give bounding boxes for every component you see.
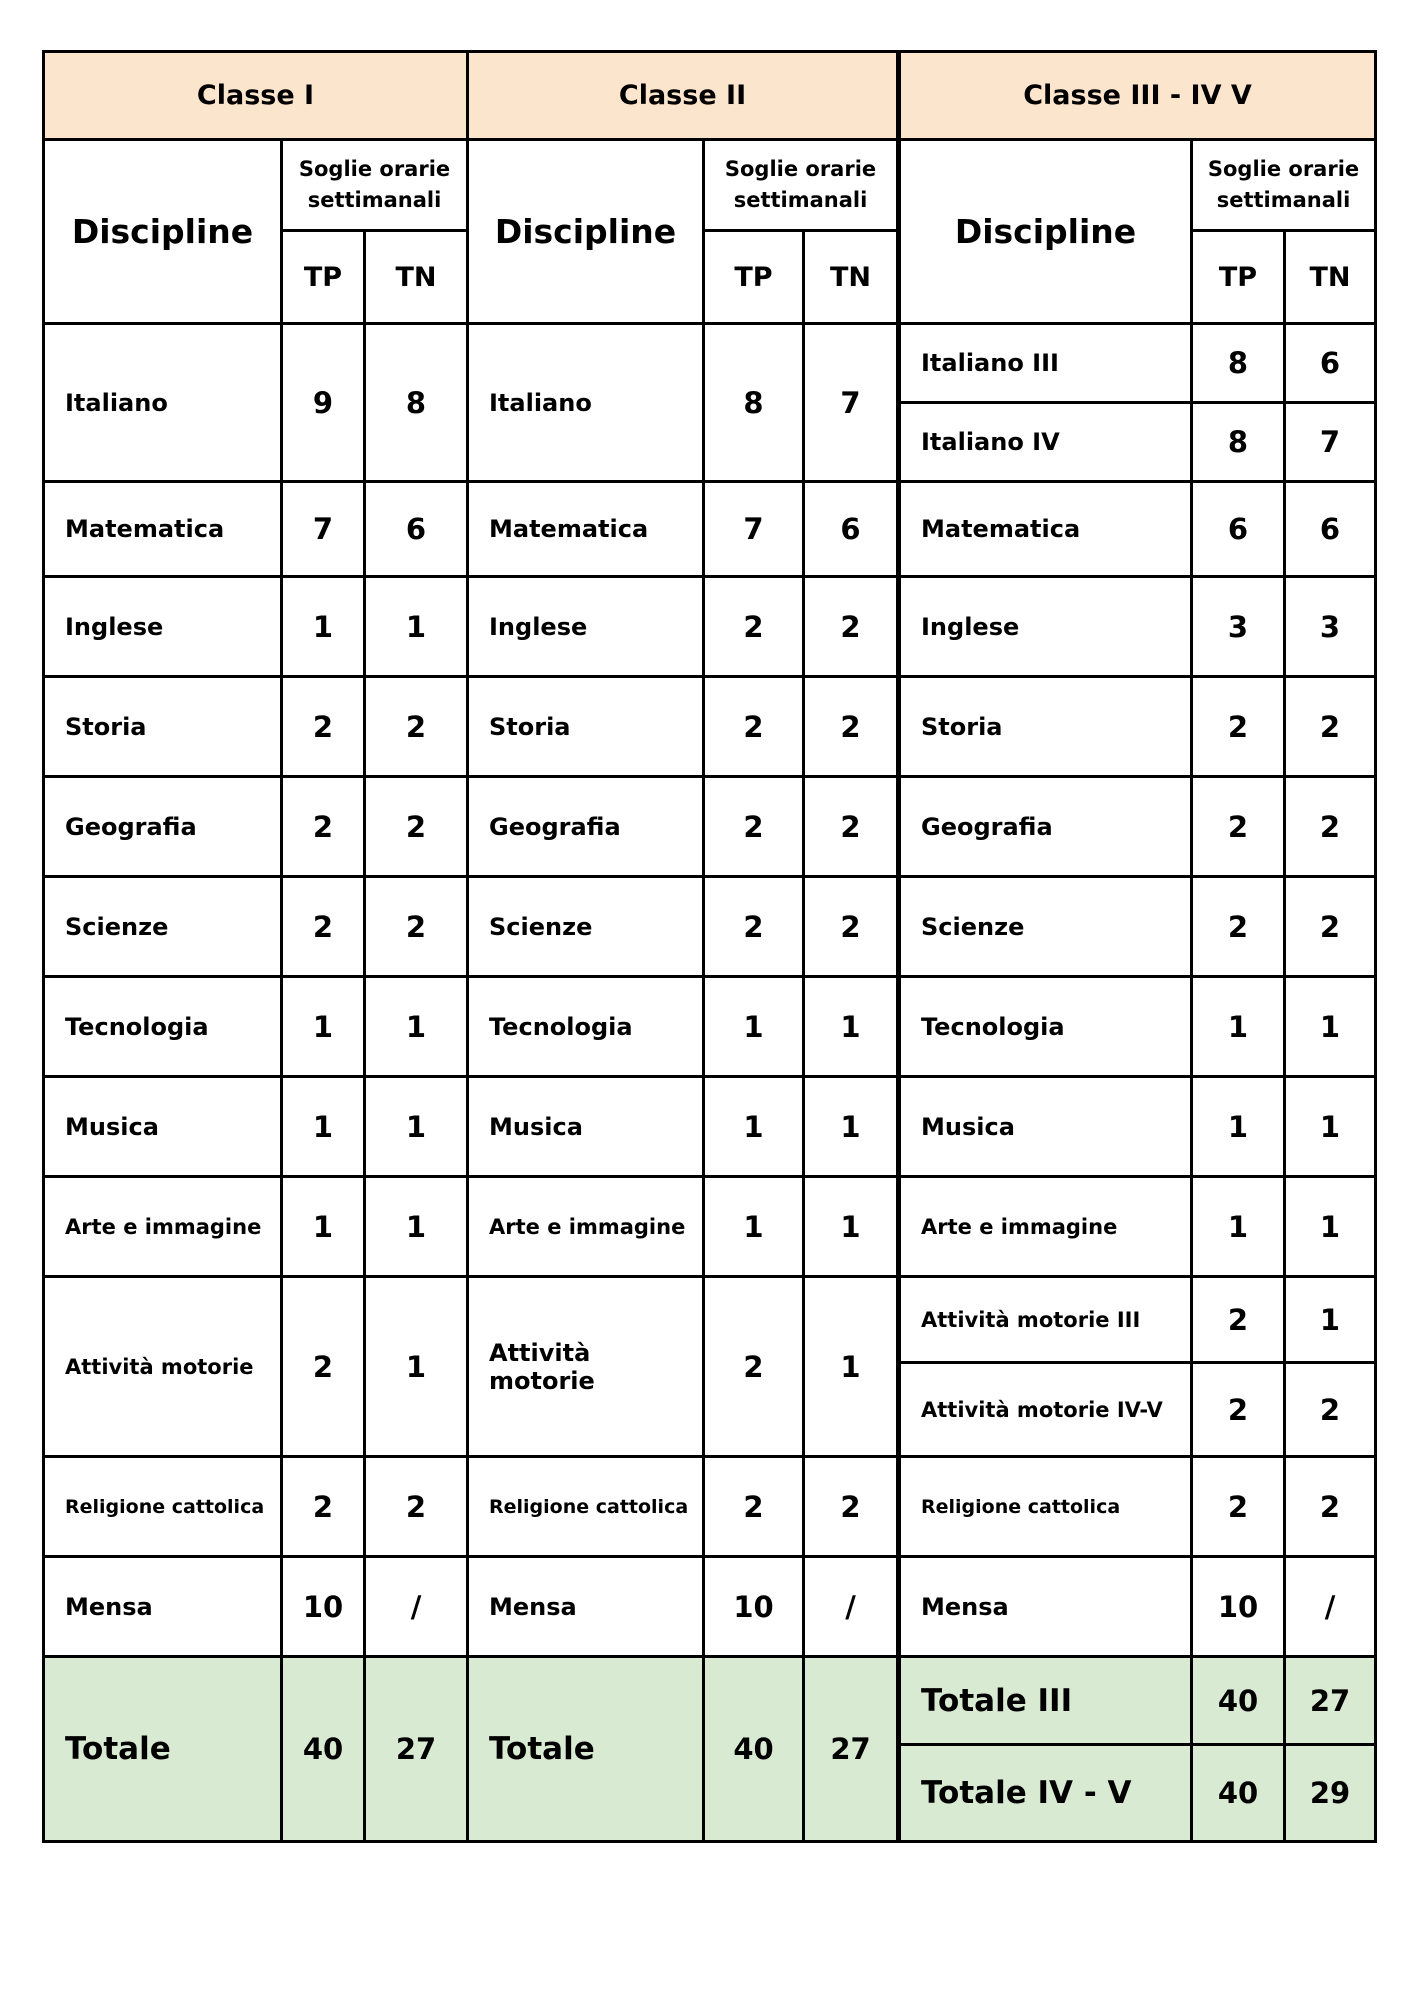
table-row bbox=[900, 482, 1376, 577]
subject-cell: Mensa bbox=[468, 1557, 704, 1657]
tn-cell: / bbox=[1285, 1557, 1376, 1657]
soglie-header: Soglie orarie settimanali bbox=[282, 140, 468, 231]
tp-header: TP bbox=[704, 231, 804, 324]
tn-cell: 2 bbox=[1285, 1363, 1376, 1457]
tp-cell: 2 bbox=[704, 677, 804, 777]
tp-cell: 6 bbox=[1192, 482, 1285, 577]
table-row bbox=[900, 1277, 1376, 1363]
tp-cell: 7 bbox=[282, 482, 365, 577]
subject-cell: Tecnologia bbox=[468, 977, 704, 1077]
tp-cell: 2 bbox=[1192, 1277, 1285, 1363]
table-row bbox=[468, 1457, 898, 1557]
table-row bbox=[44, 577, 468, 677]
tp-header: TP bbox=[1192, 231, 1285, 324]
subject-cell: Geografia bbox=[44, 777, 282, 877]
table-row bbox=[468, 1557, 898, 1657]
subject-cell: Matematica bbox=[44, 482, 282, 577]
subject-cell: Italiano IV bbox=[900, 403, 1192, 482]
total-row bbox=[900, 1745, 1376, 1842]
subject-cell: Attività motorie IV-V bbox=[900, 1363, 1192, 1457]
tn-cell: 2 bbox=[1285, 677, 1376, 777]
tp-cell: 8 bbox=[1192, 403, 1285, 482]
table-row bbox=[900, 677, 1376, 777]
table-row bbox=[900, 1077, 1376, 1177]
tn-cell: 6 bbox=[804, 482, 898, 577]
total-tn: 27 bbox=[1285, 1657, 1376, 1745]
tn-cell: 7 bbox=[804, 324, 898, 482]
subject-cell: Matematica bbox=[900, 482, 1192, 577]
table-row bbox=[44, 1277, 468, 1457]
tp-cell: 1 bbox=[1192, 1177, 1285, 1277]
subject-cell: Scienze bbox=[900, 877, 1192, 977]
total-tp: 40 bbox=[282, 1657, 365, 1842]
tn-cell: 2 bbox=[804, 777, 898, 877]
table-row bbox=[468, 877, 898, 977]
tp-cell: 2 bbox=[1192, 677, 1285, 777]
subject-cell: Mensa bbox=[900, 1557, 1192, 1657]
table-row bbox=[468, 577, 898, 677]
subject-cell: Religione cattolica bbox=[44, 1457, 282, 1557]
tp-cell: 2 bbox=[1192, 777, 1285, 877]
tn-cell: 6 bbox=[1285, 482, 1376, 577]
tp-cell: 2 bbox=[704, 577, 804, 677]
total-label: Totale III bbox=[900, 1657, 1192, 1745]
tn-cell: 2 bbox=[365, 1457, 468, 1557]
tn-cell: 2 bbox=[365, 677, 468, 777]
total-label: Totale bbox=[44, 1657, 282, 1842]
tp-cell: 9 bbox=[282, 324, 365, 482]
table-row bbox=[900, 1457, 1376, 1557]
subject-cell: Storia bbox=[900, 677, 1192, 777]
table-row bbox=[900, 577, 1376, 677]
tp-cell: 2 bbox=[282, 1277, 365, 1457]
discipline-header: Discipline bbox=[44, 140, 282, 324]
class-title: Classe III - IV V bbox=[900, 52, 1376, 140]
discipline-header: Discipline bbox=[468, 140, 704, 324]
table-row bbox=[900, 977, 1376, 1077]
table-row bbox=[900, 324, 1376, 403]
table-row bbox=[900, 1363, 1376, 1457]
table-row bbox=[900, 777, 1376, 877]
subject-cell: Scienze bbox=[468, 877, 704, 977]
subject-cell: Geografia bbox=[468, 777, 704, 877]
subject-cell: Mensa bbox=[44, 1557, 282, 1657]
tn-cell: 2 bbox=[804, 1457, 898, 1557]
subject-cell: Matematica bbox=[468, 482, 704, 577]
tp-cell: 1 bbox=[282, 1077, 365, 1177]
tn-cell: 1 bbox=[804, 977, 898, 1077]
class-title: Classe I bbox=[44, 52, 468, 140]
table-row bbox=[900, 403, 1376, 482]
tp-cell: 2 bbox=[704, 877, 804, 977]
subject-cell: Arte e immagine bbox=[900, 1177, 1192, 1277]
tn-cell: 1 bbox=[804, 1177, 898, 1277]
tp-cell: 2 bbox=[1192, 1363, 1285, 1457]
table-classe-2 bbox=[466, 50, 899, 1843]
table-row bbox=[468, 977, 898, 1077]
soglie-header: Soglie orarie settimanali bbox=[1192, 140, 1376, 231]
tp-cell: 1 bbox=[282, 977, 365, 1077]
tn-cell: / bbox=[804, 1557, 898, 1657]
subject-cell: Musica bbox=[468, 1077, 704, 1177]
tn-cell: 2 bbox=[1285, 1457, 1376, 1557]
tn-cell: 2 bbox=[365, 877, 468, 977]
table-row bbox=[468, 1177, 898, 1277]
table-row bbox=[468, 1077, 898, 1177]
total-tn: 27 bbox=[365, 1657, 468, 1842]
tn-cell: 1 bbox=[1285, 977, 1376, 1077]
subject-cell: Inglese bbox=[468, 577, 704, 677]
subject-cell: Geografia bbox=[900, 777, 1192, 877]
table-row bbox=[900, 1557, 1376, 1657]
subject-cell: Musica bbox=[900, 1077, 1192, 1177]
tn-cell: 1 bbox=[365, 1177, 468, 1277]
subject-cell: Italiano bbox=[468, 324, 704, 482]
subject-cell: Religione cattolica bbox=[900, 1457, 1192, 1557]
subject-cell: Italiano bbox=[44, 324, 282, 482]
tp-cell: 2 bbox=[282, 777, 365, 877]
tp-cell: 10 bbox=[1192, 1557, 1285, 1657]
subject-cell: Tecnologia bbox=[44, 977, 282, 1077]
table-classe-3-5 bbox=[898, 50, 1377, 1843]
subject-cell: Inglese bbox=[44, 577, 282, 677]
tn-header: TN bbox=[1285, 231, 1376, 324]
tp-cell: 8 bbox=[1192, 324, 1285, 403]
tp-cell: 1 bbox=[282, 1177, 365, 1277]
tn-cell: 2 bbox=[804, 577, 898, 677]
tn-cell: 7 bbox=[1285, 403, 1376, 482]
tn-cell: 8 bbox=[365, 324, 468, 482]
tn-header: TN bbox=[804, 231, 898, 324]
discipline-header: Discipline bbox=[900, 140, 1192, 324]
tn-cell: 2 bbox=[1285, 777, 1376, 877]
table-row bbox=[900, 877, 1376, 977]
tn-cell: 1 bbox=[1285, 1077, 1376, 1177]
tn-cell: 3 bbox=[1285, 577, 1376, 677]
subject-cell: Attività motorie bbox=[468, 1277, 704, 1457]
table-row bbox=[44, 677, 468, 777]
tp-cell: 2 bbox=[282, 1457, 365, 1557]
tn-cell: 2 bbox=[804, 877, 898, 977]
table-row bbox=[44, 1457, 468, 1557]
total-tp: 40 bbox=[1192, 1657, 1285, 1745]
tp-cell: 1 bbox=[704, 1077, 804, 1177]
tn-cell: 6 bbox=[365, 482, 468, 577]
tn-cell: 1 bbox=[804, 1277, 898, 1457]
table-row bbox=[44, 977, 468, 1077]
total-row bbox=[44, 1657, 468, 1842]
subject-cell: Arte e immagine bbox=[44, 1177, 282, 1277]
total-tn: 27 bbox=[804, 1657, 898, 1842]
tp-cell: 7 bbox=[704, 482, 804, 577]
tn-cell: 1 bbox=[365, 1277, 468, 1457]
table-row bbox=[44, 1177, 468, 1277]
tn-cell: 1 bbox=[1285, 1177, 1376, 1277]
tn-cell: 1 bbox=[365, 577, 468, 677]
tp-header: TP bbox=[282, 231, 365, 324]
subject-cell: Inglese bbox=[900, 577, 1192, 677]
class-title: Classe II bbox=[468, 52, 898, 140]
tp-cell: 10 bbox=[282, 1557, 365, 1657]
table-row bbox=[44, 877, 468, 977]
tp-cell: 8 bbox=[704, 324, 804, 482]
subject-cell: Italiano III bbox=[900, 324, 1192, 403]
tn-cell: 2 bbox=[804, 677, 898, 777]
subject-cell: Tecnologia bbox=[900, 977, 1192, 1077]
total-tp: 40 bbox=[704, 1657, 804, 1842]
subject-cell: Scienze bbox=[44, 877, 282, 977]
tn-cell: 1 bbox=[365, 1077, 468, 1177]
table-row bbox=[468, 1277, 898, 1457]
tp-cell: 2 bbox=[1192, 877, 1285, 977]
tp-cell: 1 bbox=[704, 977, 804, 1077]
table-row bbox=[44, 482, 468, 577]
subject-cell: Attività motorie III bbox=[900, 1277, 1192, 1363]
subject-cell: Religione cattolica bbox=[468, 1457, 704, 1557]
table-row bbox=[468, 324, 898, 482]
table-row bbox=[900, 1177, 1376, 1277]
table-row bbox=[44, 324, 468, 482]
tp-cell: 1 bbox=[282, 577, 365, 677]
total-row bbox=[900, 1657, 1376, 1745]
tn-header: TN bbox=[365, 231, 468, 324]
total-label: Totale bbox=[468, 1657, 704, 1842]
total-tn: 29 bbox=[1285, 1745, 1376, 1842]
tp-cell: 2 bbox=[282, 877, 365, 977]
tn-cell: 1 bbox=[365, 977, 468, 1077]
subject-cell: Storia bbox=[468, 677, 704, 777]
table-row bbox=[44, 1557, 468, 1657]
tp-cell: 3 bbox=[1192, 577, 1285, 677]
total-row bbox=[468, 1657, 898, 1842]
table-classe-1 bbox=[42, 50, 469, 1843]
total-label: Totale IV - V bbox=[900, 1745, 1192, 1842]
tn-cell: 1 bbox=[1285, 1277, 1376, 1363]
tp-cell: 10 bbox=[704, 1557, 804, 1657]
tp-cell: 1 bbox=[1192, 977, 1285, 1077]
tp-cell: 2 bbox=[282, 677, 365, 777]
subject-cell: Attività motorie bbox=[44, 1277, 282, 1457]
table-row bbox=[468, 677, 898, 777]
subject-cell: Musica bbox=[44, 1077, 282, 1177]
tp-cell: 1 bbox=[1192, 1077, 1285, 1177]
table-row bbox=[468, 482, 898, 577]
tn-cell: 2 bbox=[365, 777, 468, 877]
table-row bbox=[44, 777, 468, 877]
soglie-header: Soglie orarie settimanali bbox=[704, 140, 898, 231]
tp-cell: 2 bbox=[704, 777, 804, 877]
tp-cell: 1 bbox=[704, 1177, 804, 1277]
tp-cell: 2 bbox=[704, 1277, 804, 1457]
tn-cell: / bbox=[365, 1557, 468, 1657]
table-row bbox=[468, 777, 898, 877]
tp-cell: 2 bbox=[1192, 1457, 1285, 1557]
tp-cell: 2 bbox=[704, 1457, 804, 1557]
table-row bbox=[44, 1077, 468, 1177]
tn-cell: 1 bbox=[804, 1077, 898, 1177]
subject-cell: Arte e immagine bbox=[468, 1177, 704, 1277]
tn-cell: 2 bbox=[1285, 877, 1376, 977]
total-tp: 40 bbox=[1192, 1745, 1285, 1842]
tn-cell: 6 bbox=[1285, 324, 1376, 403]
subject-cell: Storia bbox=[44, 677, 282, 777]
